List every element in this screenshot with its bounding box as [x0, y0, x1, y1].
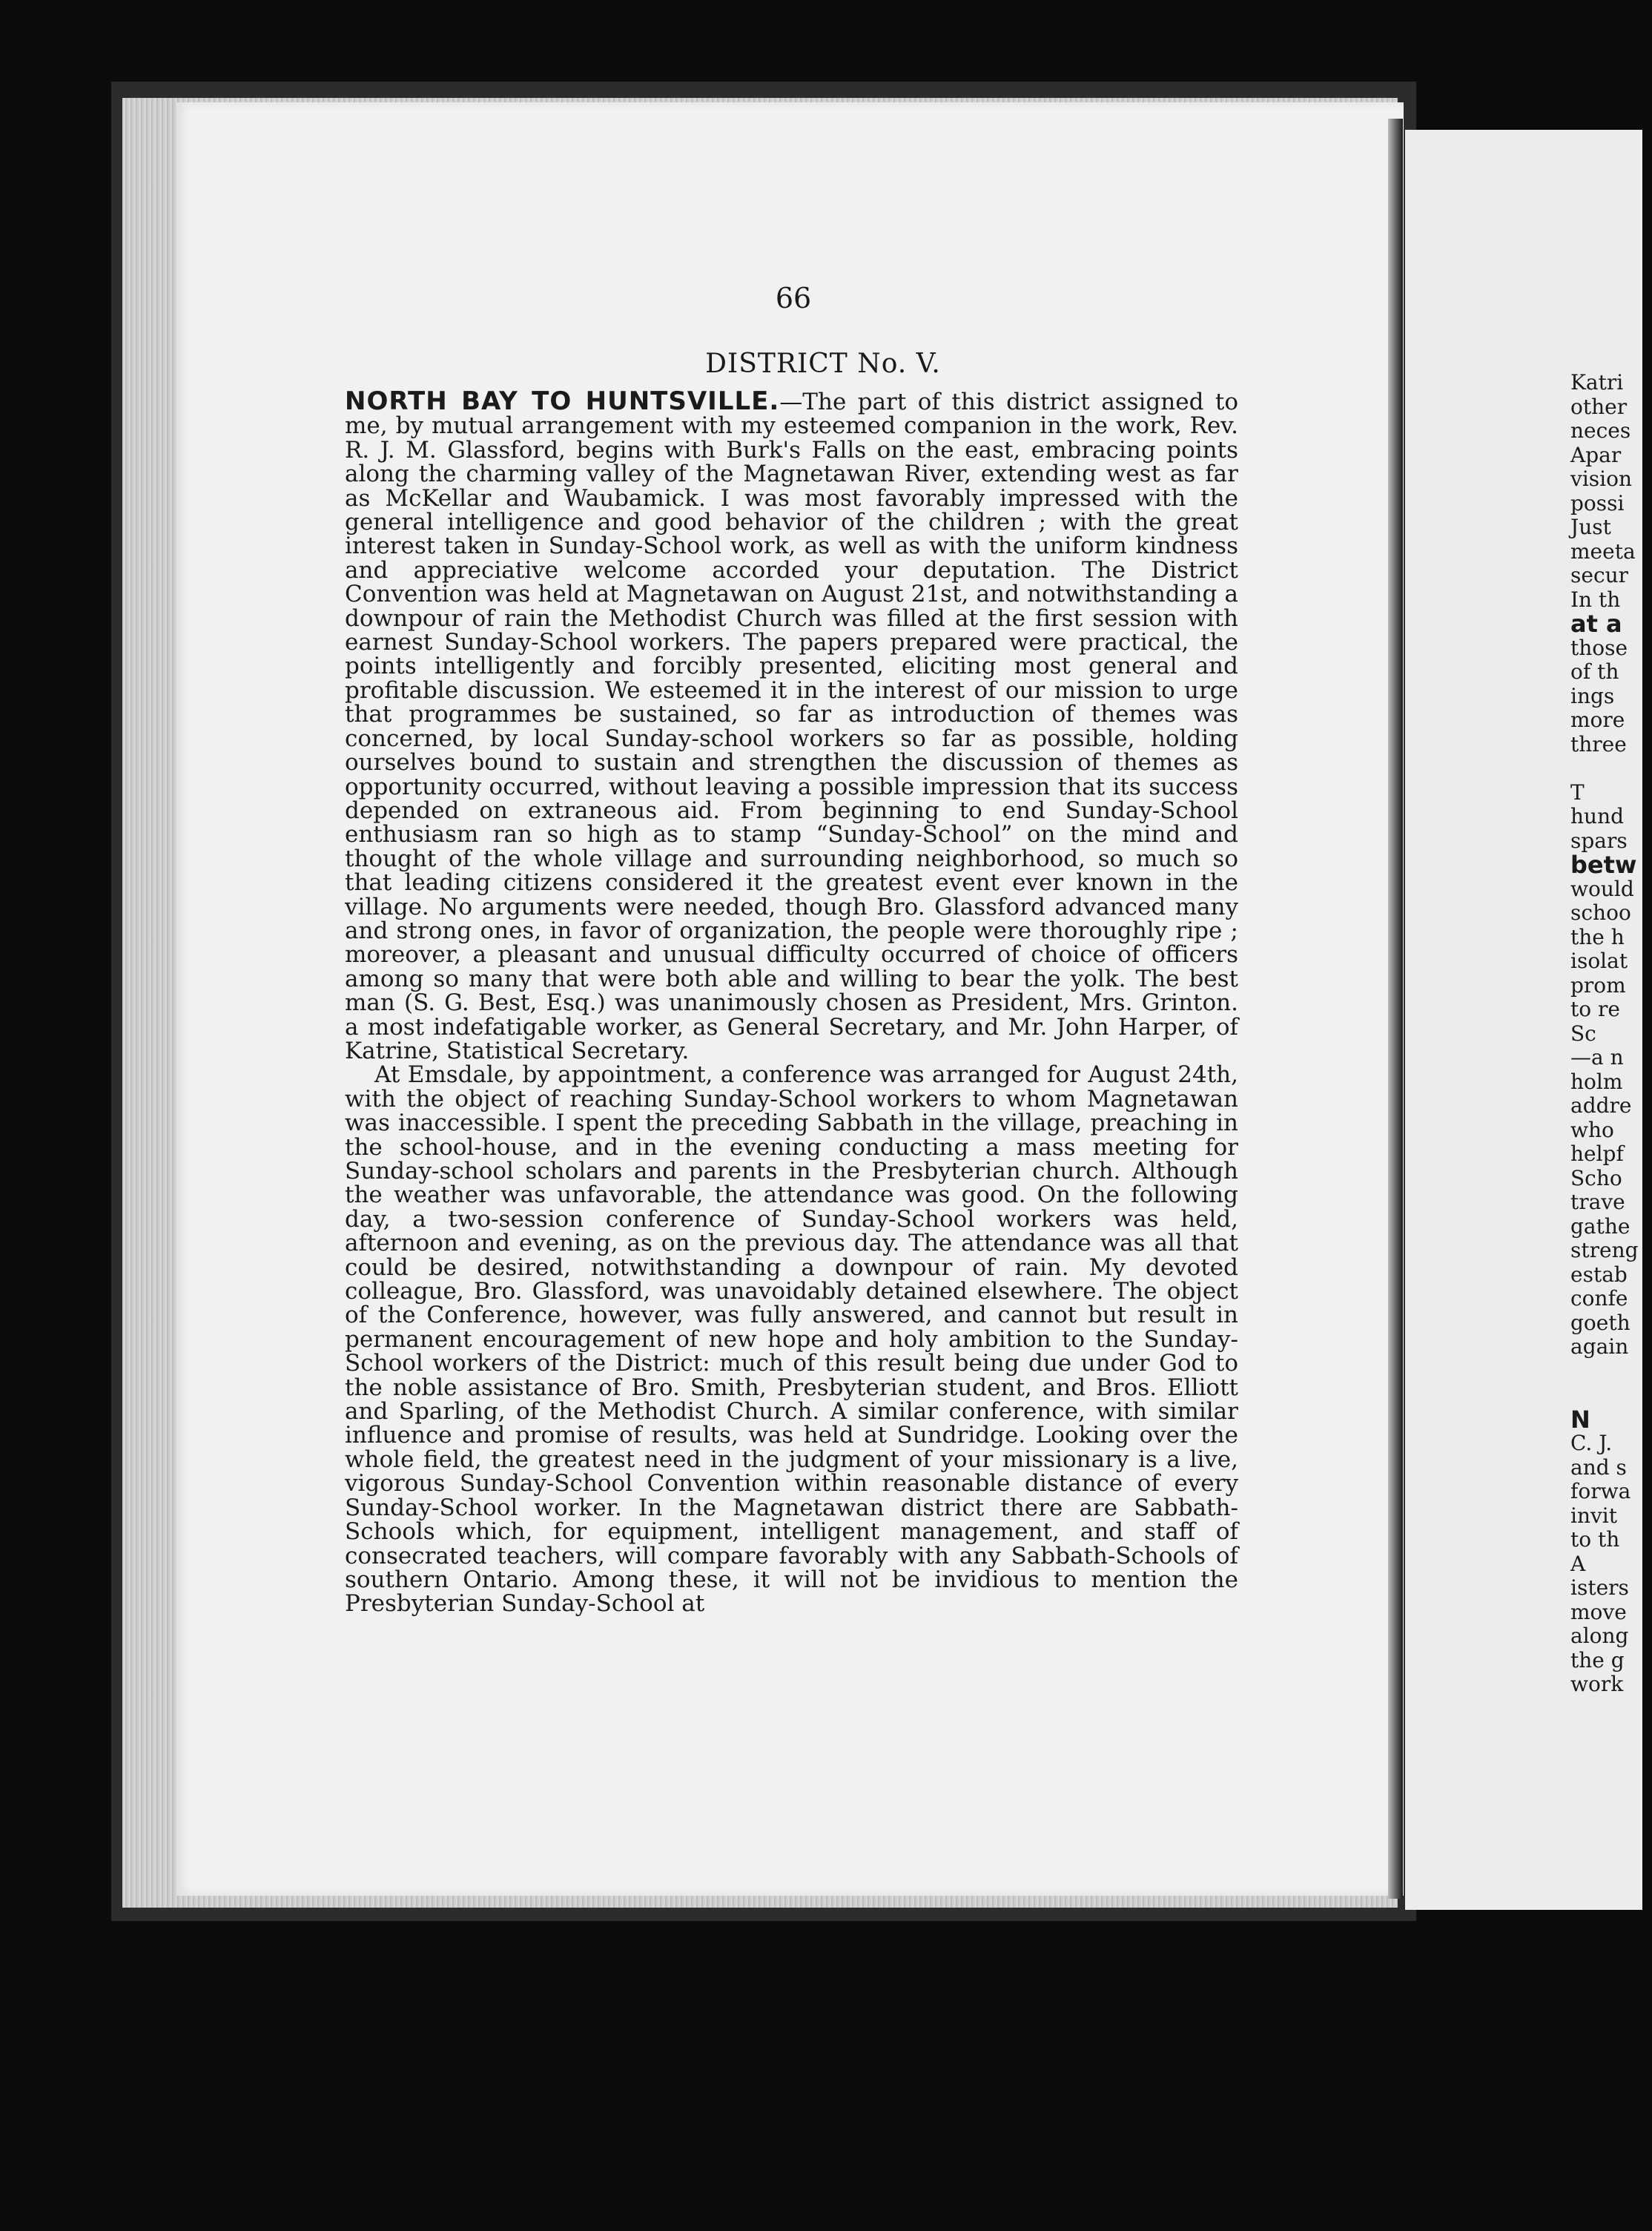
right-page-line: who — [1570, 1117, 1614, 1142]
right-page-line: of th — [1570, 659, 1619, 684]
right-page-line: Just — [1570, 515, 1611, 539]
right-page-line: neces — [1570, 418, 1631, 443]
right-page-line: In th — [1570, 587, 1621, 612]
right-page-line: forwa — [1570, 1479, 1631, 1503]
right-page-line: N — [1570, 1405, 1590, 1434]
paragraph-1-text: —The part of this district assigned to me, by mutual arrangement with my esteemed companion in the work, Rev. R. J. M. Glassford, begins with Burk's Falls on the east, embracing points along the charming valley of the Magnetawan River, extending west as far as McKellar and Waubamick. I was most favorably impressed with the general intelligence and good behavior of the children ; with the great interest taken in Sunday-School work, as well as with the uniform kindness and appreciative welcome accorded your deputation. The District Convention was held at Magnetawan on August 21st, and notwithstanding a downpour of rain the Methodist Church was filled at the first session with earnest Sunday-School workers. The papers prepared were practical, the points intelligently and forcibly presented, eliciting most general and profitable discussion. We esteemed it in the interest of our mission to urge that programmes be sustained, so far as introduction of themes was concerned, by local Sunday-school workers so far as possible, holding ourselves bound to sustain and strengthen the discussion of themes as opportunity occurred, without leaving a possible impression that its success depended on extraneous aid. From beginning to end Sunday-School enthusiasm ran so high as to stamp “Sunday-School” on the mind and thought of the whole village and surrounding neighborhood, so much so that leading citizens considered it the greatest event ever known in the village. No arguments were needed, though Bro. Glassford advanced many and strong ones, in favor of organization, the people were thoroughly ripe ; moreover, a pleasant and unusual difficulty occurred of choice of officers among so many that were both able and willing to bear the yolk. The best man (S. G. Best, Esq.) was unanimously chosen as President, Mrs. Grinton. a most indefatigable worker, as General Secretary, and Mr. John Harper, of Katrine, Statistical Secretary. — [345, 389, 1238, 1064]
right-page-line: helpf — [1570, 1141, 1624, 1166]
right-page-line — [1570, 757, 1652, 781]
right-page-line: trave — [1570, 1190, 1625, 1214]
right-page-line: confe — [1570, 1286, 1628, 1311]
right-page-line: estab — [1570, 1262, 1628, 1287]
right-page-line — [1570, 1360, 1652, 1384]
right-page-line: Apar — [1570, 442, 1622, 467]
right-page-line: isolat — [1570, 949, 1628, 973]
right-page-line — [1570, 1383, 1652, 1408]
right-page-line: C. J. — [1570, 1431, 1613, 1455]
right-page-line: holm — [1570, 1069, 1623, 1094]
right-page-line: spars — [1570, 828, 1628, 853]
right-page-line: the h — [1570, 924, 1625, 949]
right-page-line: T — [1570, 780, 1585, 805]
paragraph-1 — [345, 386, 1238, 1064]
right-page-line: at a — [1570, 610, 1622, 638]
right-page-line: vision — [1570, 467, 1632, 491]
right-page-line: other — [1570, 394, 1628, 419]
right-page-line: those — [1570, 635, 1628, 660]
right-page-line: to th — [1570, 1527, 1620, 1552]
lead-title: NORTH BAY TO HUNTSVILLE. — [345, 386, 780, 416]
right-page-line: Sc — [1570, 1021, 1596, 1046]
page-number: 66 — [775, 282, 812, 314]
right-page-line: invit — [1570, 1503, 1618, 1528]
right-page-line: three — [1570, 731, 1627, 757]
right-page-line: move — [1570, 1599, 1627, 1624]
right-page-line: prom — [1570, 972, 1626, 998]
paragraph-2: At Emsdale, by appointment, a conference was arranged for August 24th, with the object of reaching Sunday-School workers to whom Magnetawan was inaccessible. I spent the preceding Sabbath in the village, preaching in the school-house, and in the evening conducting a mass meeting for Sunday-school scholars and parents in the Presbyterian church. Although the weather was unfavorable, the attendance was good. On the following day, a two-session conference of Sunday-School workers was held, afternoon and evening, as on the previous day. The attendance was all that could be desired, notwithstanding a downpour of rain. My devoted colleague, Bro. Glassford, was unavoidably detained elsewhere. The object of the Conference, however, was fully answered, and cannot but result in permanent encouragement of new hope and holy ambition to the Sunday-School workers of the District: much of this result being due under God to the noble assistance of Bro. Smith, Presbyterian student, and Bros. Elliott and Sparling, of the Methodist Church. A similar conference, with similar influence and promise of results, was held at Sundridge. Looking over the whole field, the greatest need in the judgment of your missionary is a live, vigorous Sunday-School Convention within reasonable distance of every Sunday-School worker. In the Magnetawan district there are Sabbath-Schools which, for equipment, intelligent management, and staff of consecrated teachers, will compare favorably with any Sabbath-Schools of southern Ontario. Among these, it will not be invidious to mention the Presbyterian Sunday-School at — [345, 1061, 1238, 1618]
right-page-line: addre — [1570, 1093, 1632, 1118]
right-page-line: A — [1570, 1551, 1586, 1576]
right-page-line: —a n — [1570, 1045, 1624, 1070]
right-page-line: ings — [1570, 683, 1615, 708]
right-page-line: streng — [1570, 1238, 1639, 1262]
right-page-line: along — [1570, 1624, 1629, 1648]
right-page-line: isters — [1570, 1575, 1629, 1600]
right-page-line: schoo — [1570, 900, 1631, 925]
right-page-text — [1570, 371, 1652, 1697]
right-page-line: goeth — [1570, 1310, 1630, 1335]
book-gutter — [1388, 119, 1403, 1899]
right-page-line: and s — [1570, 1454, 1627, 1480]
right-page-line: the g — [1570, 1647, 1625, 1673]
right-page-line: more — [1570, 708, 1625, 732]
right-page-line: hund — [1570, 804, 1625, 828]
right-page-line: gathe — [1570, 1213, 1630, 1239]
right-page-line: again — [1570, 1334, 1629, 1359]
right-page-line: meeta — [1570, 538, 1636, 564]
right-page-line: would — [1570, 876, 1634, 901]
right-page-line: Scho — [1570, 1165, 1622, 1190]
right-page-line: to re — [1570, 997, 1620, 1021]
right-page-line: betw — [1570, 851, 1637, 879]
body-text — [345, 386, 1238, 1618]
right-page-line: possi — [1570, 490, 1625, 515]
right-page-line: work — [1570, 1672, 1624, 1696]
section-heading: DISTRICT No. V. — [705, 349, 941, 379]
right-page-line: Katri — [1570, 370, 1624, 395]
right-page-line: secur — [1570, 563, 1629, 587]
